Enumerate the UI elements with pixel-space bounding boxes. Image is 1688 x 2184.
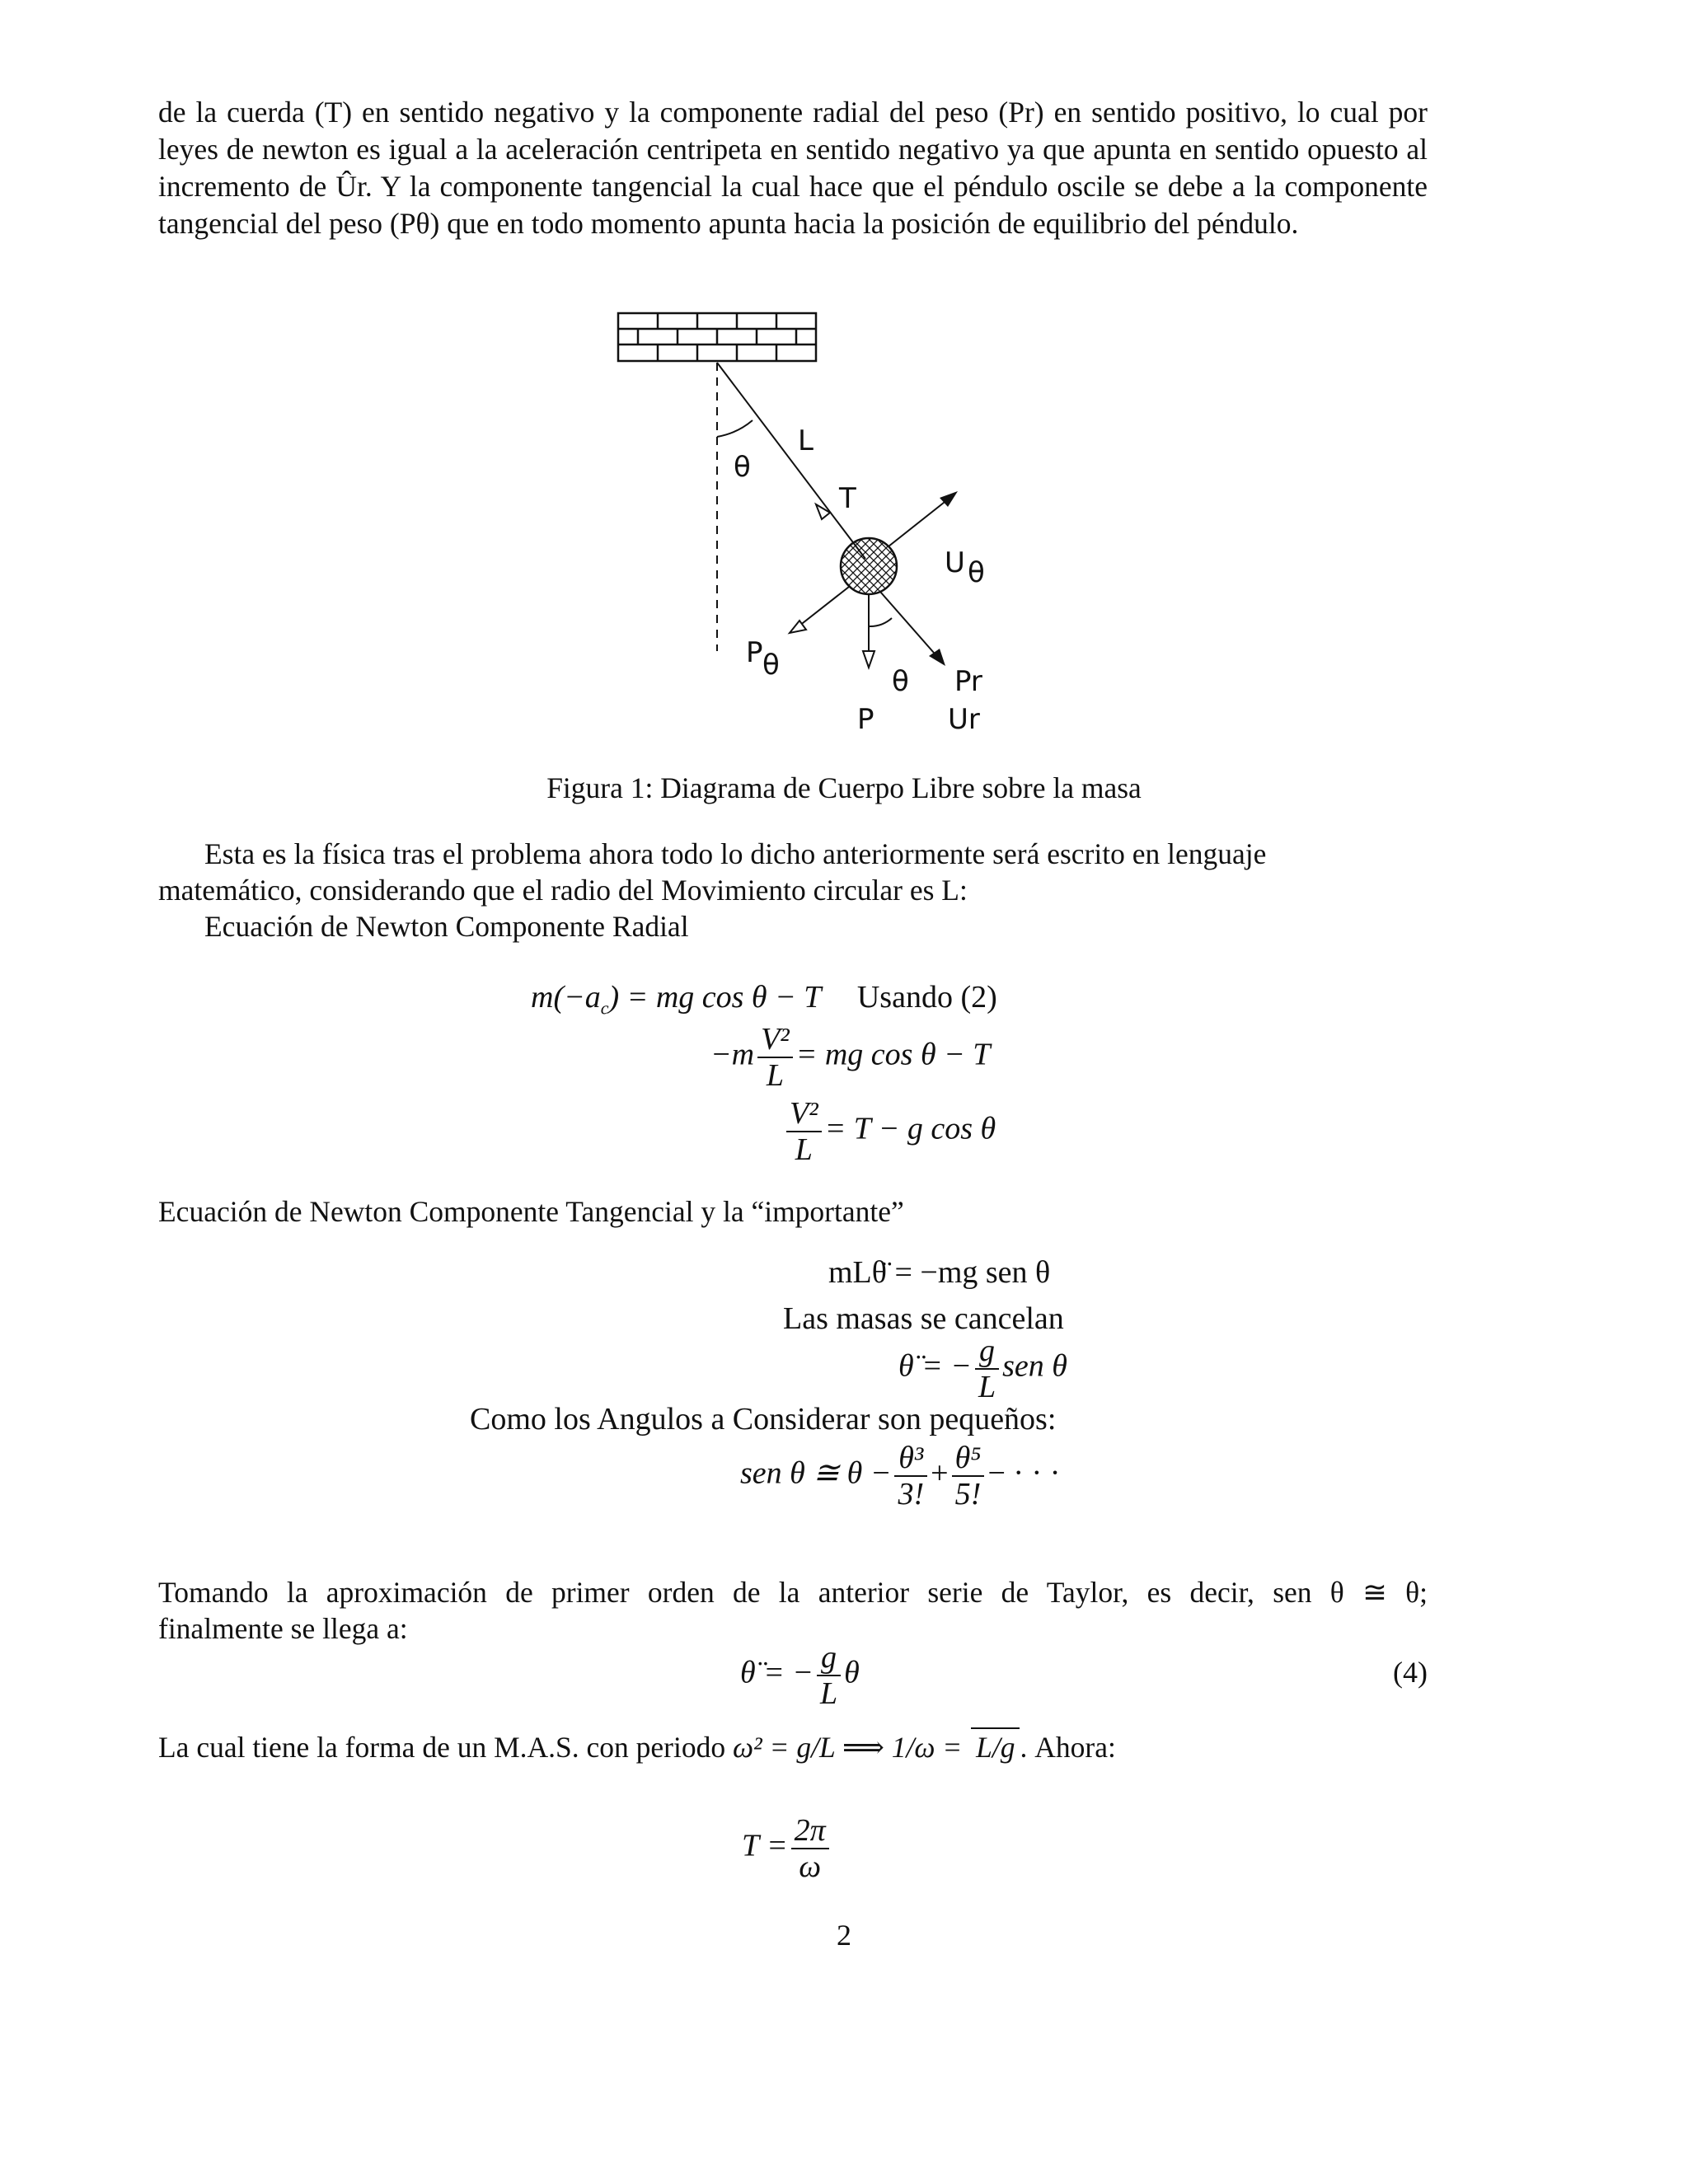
mas-paragraph: La cual tiene la forma de un M.A.S. con periodo ω² = g/L ⟹ 1/ω = L/g . Ahora: <box>158 1727 1116 1766</box>
radial-heading: Ecuación de Newton Componente Radial <box>204 910 689 943</box>
label-Ur: Ur <box>948 703 980 736</box>
pr-arrow <box>929 649 945 666</box>
angle-arc-bottom <box>869 618 892 626</box>
page-number: 2 <box>837 1919 851 1952</box>
equation-4: θ̈ = − $\frac{g}{L}$ θ <box>740 1640 860 1711</box>
label-U: U <box>945 546 965 579</box>
radial-eq-2: −m $\frac{\text{V²}}{L}$ = mg cos θ − T <box>710 1022 991 1093</box>
tangential-eq-1: mLθ̈ = −mg sen θ <box>828 1255 1051 1290</box>
tangential-heading: Ecuación de Newton Componente Tangencial y la “importante” <box>158 1195 904 1228</box>
weight-arrow <box>863 651 874 668</box>
free-body-diagram <box>577 297 1006 758</box>
period-equation: T = $\frac{2\pi}{\omega}$ <box>742 1813 832 1884</box>
taylor-paragraph-line2: finalmente se llega a: <box>158 1612 408 1645</box>
tangential-eq-4: Como los Angulos a Considerar son pequeños: <box>470 1402 1057 1436</box>
equation-number-4: (4) <box>1393 1656 1428 1689</box>
tangential-eq-2: Las masas se cancelan <box>783 1301 1064 1336</box>
angle-arc-top <box>717 420 753 437</box>
label-P: P <box>857 703 874 736</box>
physics-paragraph-line1: Esta es la física tras el problema ahora todo lo dicho anteriormente será escrito en lenguaje <box>204 837 1267 870</box>
label-T: T <box>839 482 856 515</box>
ceiling-bricks <box>618 313 816 361</box>
label-P-theta-sub: θ <box>762 649 780 682</box>
tangential-eq-3: θ̈ = − $\frac{g}{L}$ sen θ <box>898 1333 1067 1404</box>
label-U-sub: θ <box>968 556 985 589</box>
label-P-theta: P <box>746 636 763 669</box>
taylor-paragraph-line1: Tomando la aproximación de primer orden de la anterior serie de Taylor, es decir, sen θ ≅ θ; <box>158 1576 1428 1609</box>
tension-arrow <box>816 504 830 519</box>
figure-caption: Figura 1: Diagrama de Cuerpo Libre sobre la masa <box>546 771 1142 804</box>
intro-paragraph: de la cuerda (T) en sentido negativo y la componente radial del peso (Pr) en sentido positivo, lo cual por leyes de newton es igual a la aceleración centripeta en sentido negativo ya que apunta en sentido opuesto al incremento de Ûr. Y la componente tangencial la cual hace que el péndulo oscile se debe a la componente tangencial del peso (Pθ) que en todo momento apunta hacia la posición de equilibrio del péndulo. <box>158 96 1428 240</box>
label-theta-top: θ <box>734 451 751 484</box>
physics-paragraph-line2: matemático, considerando que el radio del Movimiento circular es L: <box>158 874 968 907</box>
label-L: L <box>798 424 814 457</box>
label-Pr: Pr <box>954 665 982 698</box>
radial-eq-3: $\frac{\text{V²}}{L}$ = T − g cos θ <box>783 1096 996 1167</box>
pendulum-mass <box>841 538 897 594</box>
radial-eq-1: $m(-a_c)$ = mg cos θ − T Usando (2) <box>531 980 997 1019</box>
label-theta-bottom: θ <box>892 665 909 698</box>
taylor-series: sen θ ≅ θ − $\frac{\text{θ³}}{3!}$ + $\frac{\text{θ⁵}}{5!}$ − · · · <box>740 1441 1061 1511</box>
